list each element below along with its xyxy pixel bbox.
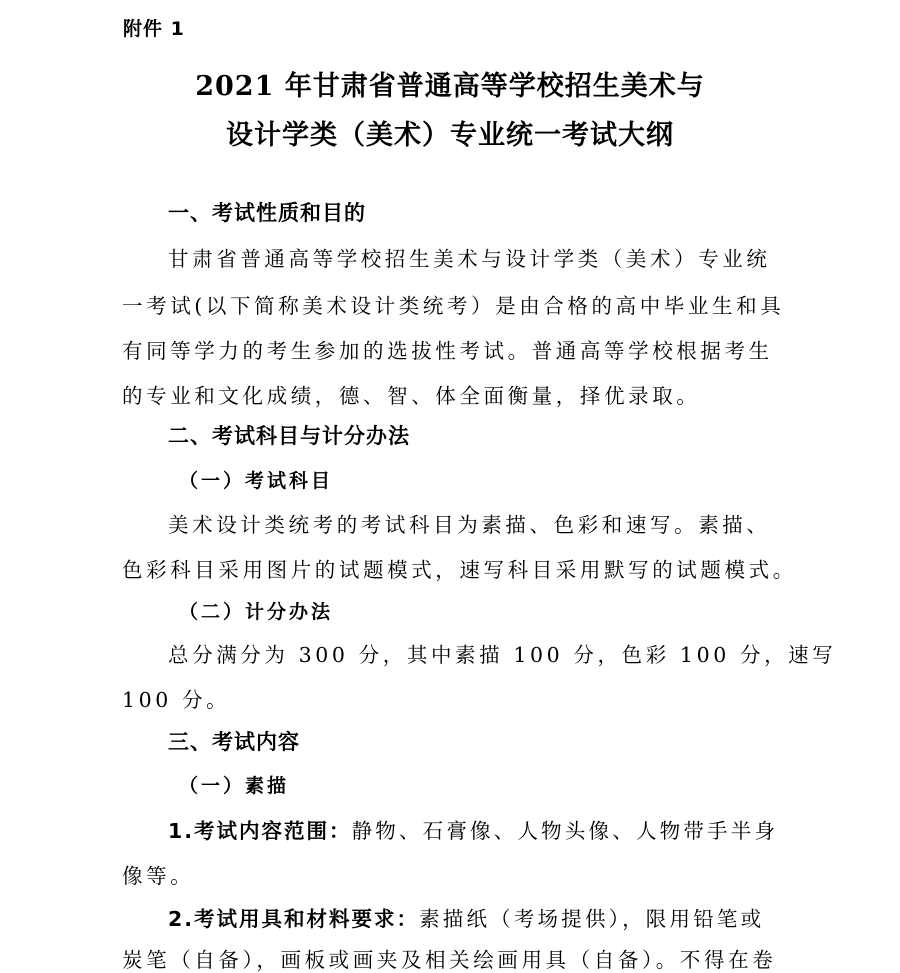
paragraph-line: 炭笔（自备），画板或画夹及相关绘画用具（自备）。不得在卷 (122, 948, 777, 972)
subsection-exam-subjects-heading: （一）考试科目 (179, 470, 334, 492)
item-content-scope-text: 静物、石膏像、人物头像、人物带手半身 (351, 819, 779, 843)
item-tools-materials (168, 902, 764, 932)
paragraph-line: 美术设计类统考的考试科目为素描、色彩和速写。素描、 (168, 513, 771, 537)
document-title-line-2: 设计学类（美术）专业统一考试大纲 (226, 120, 674, 151)
paragraph-line: 色彩科目采用图片的试题模式，速写科目采用默写的试题模式。 (122, 558, 797, 582)
section-1-heading: 一、考试性质和目的 (168, 201, 366, 225)
item-content-scope-label: 1.考试内容范围： (168, 819, 352, 843)
paragraph-line: 一考试(以下简称美术设计类统考）是由合格的高中毕业生和具 (122, 294, 785, 318)
subsection-scoring-heading: （二）计分办法 (179, 601, 334, 623)
paragraph-line: 100 分。 (122, 688, 231, 712)
item-tools-materials-label: 2.考试用具和材料要求： (168, 907, 420, 931)
paragraph-line: 有同等学力的考生参加的选拔性考试。普通高等学校根据考生 (122, 339, 773, 363)
item-content-scope (168, 814, 778, 844)
paragraph-line: 总分满分为 300 分，其中素描 100 分，色彩 100 分，速写 (168, 643, 837, 667)
section-3-heading: 三、考试内容 (168, 730, 300, 754)
paragraph-line: 的专业和文化成绩，德、智、体全面衡量，择优录取。 (122, 384, 701, 408)
item-tools-materials-text: 素描纸（考场提供），限用铅笔或 (419, 907, 765, 931)
section-2-heading: 二、考试科目与计分办法 (168, 424, 410, 448)
subsection-sketch-heading: （一）素描 (179, 775, 290, 797)
attachment-label: 附件 1 (123, 18, 185, 40)
paragraph-line: 甘肃省普通高等学校招生美术与设计学类（美术）专业统 (168, 247, 771, 271)
paragraph-line: 像等。 (122, 864, 195, 888)
document-title-line-1: 2021 年甘肃省普通高等学校招生美术与 (195, 71, 705, 102)
